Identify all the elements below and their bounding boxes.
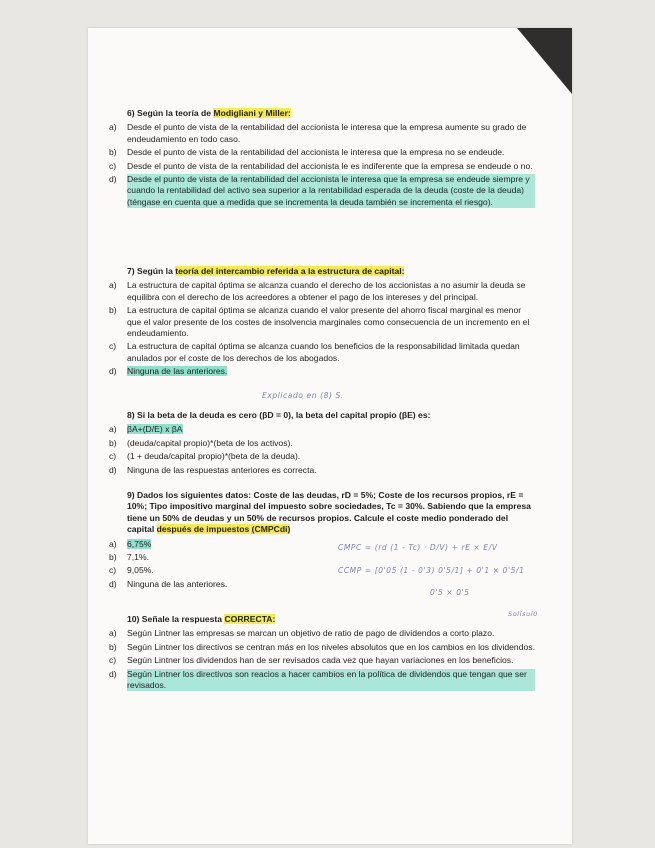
option-text: Según Lintner las empresas se marcan un objetivo de ratio de pago de dividendos a corto plazo. [127,628,495,639]
question-9-title-text: 9) Dados los siguientes datos: Coste de las deudas, rD = 5%; Coste de los recursos propios, rE = 10%; Tipo impositivo marginal del impuesto sobre sociedades, Tc = 30%. Sabiendo que la empresa tiene un 50% de deudas y un 50% de recursos propios. Calcule el coste medio ponderado del capital [127,490,531,535]
handwritten-formula-2: CCMP = [0'05 (1 - 0'3) 0'5/1] + 0'1 × 0'5/1 [338,566,525,575]
option-letter: b) [109,147,117,158]
option-7a [109,280,535,303]
option-7d [109,366,535,377]
option-letter: d) [109,578,117,589]
option-text: Ninguna de las respuestas anteriores es correcta. [127,464,317,475]
option-letter: c) [109,451,117,462]
option-letter: b) [109,552,117,563]
option-letter: b) [109,305,117,316]
option-letter: b) [109,437,117,448]
option-text: Desde el punto de vista de la rentabilidad del accionista le interesa que la empresa no se endeude. [127,147,505,158]
question-6-title [127,108,535,119]
option-text-highlighted: βA+(D/E) x βA [127,424,183,435]
option-text: Ninguna de las anteriores. [127,578,228,589]
option-letter: d) [109,366,117,377]
option-6d [109,174,535,208]
option-letter: d) [109,464,117,475]
option-letter: d) [109,174,117,185]
option-text-highlighted: 6,75% [127,538,152,549]
question-10-title [127,614,535,625]
handwritten-note-q10: Sollsul0 [508,610,538,618]
option-9b [109,552,535,563]
option-text-highlighted: Desde el punto de vista de la rentabilidad del accionista le interesa que la empresa se endeude siempre y cuando la rentabilidad del activo sea superior a la rentabilidad esperada de la deuda (coste de la deuda) (téngase en cuenta que a medida que se incrementa la deuda también se incrementa el riesgo). [127,174,535,208]
question-6 [109,108,535,210]
option-letter: a) [109,424,117,435]
option-text: Desde el punto de vista de la rentabilidad del accionista le interesa que la empresa aumente su grado de endeudamiento en todo caso. [127,122,527,144]
option-letter: b) [109,641,117,652]
option-6a [109,122,535,145]
option-text: La estructura de capital óptima se alcanza cuando el valor presente del ahorro fiscal marginal es menor que el valor presente de los costes de insolvencia marginales como consecuencia de un incremento en el endeudamiento. [127,305,530,339]
question-10-title-highlight: CORRECTA: [224,614,276,624]
question-9-title-highlight: después de impuestos (CMPCdi) [156,524,291,535]
option-text: 7,1%. [127,552,149,563]
handwritten-formula-1: CMPC = (rd (1 - Tc) · D/V) + rE × E/V [338,543,498,552]
handwritten-note-q7: Explicado en (8) S. [262,391,344,400]
question-7-title-highlight: teoría del intercambio referida a la estructura de capital: [175,266,405,276]
option-text: La estructura de capital óptima se alcanza cuando los beneficios de la responsabilidad limitada quedan anulados por el coste de los derechos de los abogados. [127,341,520,363]
question-7 [109,266,535,380]
question-9 [109,490,535,592]
option-letter: a) [109,280,117,291]
option-10c [109,655,535,666]
option-letter: a) [109,538,117,549]
option-letter: a) [109,122,117,133]
question-10 [109,614,535,693]
option-text-highlighted: Según Lintner los directivos son reacios a hacer cambios en la política de dividendos que tengan que ser revisados. [127,669,535,692]
option-text: (1 + deuda/capital propio)*(beta de la deuda). [127,451,301,462]
option-letter: c) [109,655,117,666]
question-7-title-text: 7) Según la [127,266,176,276]
option-text: Según Lintner los directivos se centran más en los niveles absolutos que en los cambios en los dividendos. [127,641,535,652]
option-6b [109,147,535,158]
option-text: Según Lintner los dividendos han de ser revisados cada vez que hayan variaciones en los beneficios. [127,655,514,666]
question-8 [109,410,535,478]
option-text: (deuda/capital propio)*(beta de los activos). [127,437,293,448]
option-8d [109,464,535,476]
option-8c [109,451,535,462]
option-10b [109,641,535,653]
folded-corner [517,28,572,94]
question-6-title-text: 6) Según la teoría de [127,108,214,118]
option-8a [109,424,535,435]
question-10-title-text: 10) Señale la respuesta [127,614,225,624]
option-10a [109,628,535,639]
question-7-title [127,266,535,277]
option-letter: c) [109,160,117,171]
option-text: Desde el punto de vista de la rentabilidad del accionista le es indiferente que la empresa se endeude o no. [127,160,533,171]
question-9-title [127,490,535,536]
option-letter: c) [109,565,117,576]
option-10d [109,668,535,692]
option-letter: a) [109,628,117,639]
question-6-title-highlight: Modigliani y Miller: [213,108,291,118]
option-letter: d) [109,668,117,679]
option-8b [109,437,535,449]
question-8-title: 8) Si la beta de la deuda es cero (βD = 0), la beta del capital propio (βE) es: [127,410,431,420]
option-9d [109,578,535,590]
option-6c [109,160,535,172]
handwritten-formula-3: 0'5 × 0'5 [430,588,470,597]
option-text: 9,05%. [127,565,154,576]
option-text-highlighted: Ninguna de las anteriores. [127,366,228,377]
option-7c [109,341,535,364]
option-letter: c) [109,341,117,352]
option-text: La estructura de capital óptima se alcanza cuando el derecho de los accionistas a no asumir la deuda se equilibra con el derecho de los acreedores a obtener el pago de los intereses y del principal. [127,280,526,302]
option-7b [109,305,535,339]
